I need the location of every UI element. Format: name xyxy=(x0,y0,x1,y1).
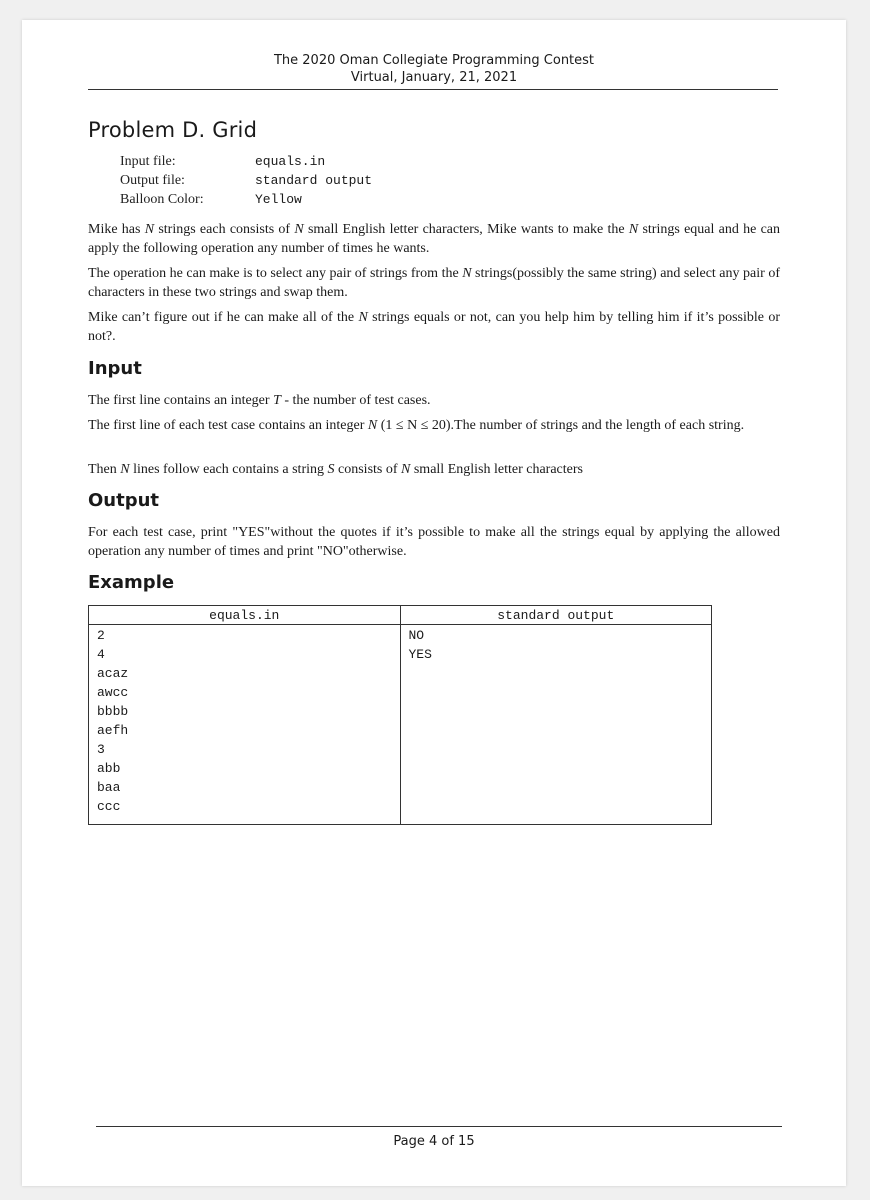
example-input-line: 3 xyxy=(97,742,105,757)
page-header xyxy=(22,52,846,86)
statement-paragraph-1: Mike has N strings each consists of N small English letter characters, Mike wants to make the N strings equal and he can apply the following operation any number of times he wants. xyxy=(88,222,781,256)
statement-paragraph-3: Mike can’t figure out if he can make all of the N strings equals or not, can you help him by telling him if it’s possible or not?. xyxy=(88,310,780,344)
example-input-line: abb xyxy=(97,761,121,776)
meta-key: Balloon Color: xyxy=(120,192,204,207)
example-input-line: baa xyxy=(97,780,121,795)
document-page xyxy=(22,20,846,1186)
meta-value: equals.in xyxy=(255,154,326,169)
example-output-header: standard output xyxy=(400,606,712,625)
example-input-line: aefh xyxy=(97,723,129,738)
example-input-line: bbbb xyxy=(97,704,129,719)
example-table xyxy=(88,605,712,825)
contest-date: Virtual, January, 21, 2021 xyxy=(350,70,518,85)
meta-key: Input file: xyxy=(120,154,176,169)
example-input-line: awcc xyxy=(97,685,129,700)
example-input-line: 4 xyxy=(97,647,105,662)
input-heading: Input xyxy=(88,358,142,379)
meta-key: Output file: xyxy=(120,173,185,188)
statement-paragraph-2: The operation he can make is to select any pair of strings from the N strings(possibly the same string) and select any pair of characters in these two strings and swap them. xyxy=(88,266,780,300)
input-paragraph-1: The first line contains an integer T - the number of test cases. xyxy=(88,393,431,408)
problem-meta xyxy=(120,152,372,209)
output-heading: Output xyxy=(88,490,160,511)
example-input-line: acaz xyxy=(97,666,129,681)
meta-row-output-file xyxy=(120,171,372,190)
contest-name: The 2020 Oman Collegiate Programming Contest xyxy=(273,53,595,68)
meta-value: Yellow xyxy=(255,192,302,207)
meta-row-balloon-color xyxy=(120,190,372,209)
header-divider xyxy=(88,89,778,90)
input-paragraph-3: Then N lines follow each contains a string S consists of N small English letter characters xyxy=(88,462,583,477)
example-output-line: YES xyxy=(408,647,432,662)
example-output-line: NO xyxy=(408,628,425,643)
example-output-cell xyxy=(400,625,712,825)
meta-value: standard output xyxy=(255,173,373,188)
example-input-header: equals.in xyxy=(89,606,401,625)
input-paragraph-2: The first line of each test case contains an integer N (1 ≤ N ≤ 20).The number of strings and the length of each string. xyxy=(88,418,745,433)
example-input-line: ccc xyxy=(97,799,121,814)
example-heading: Example xyxy=(88,572,175,593)
page-number: Page 4 of 15 xyxy=(393,1134,475,1149)
example-input-line: 2 xyxy=(97,628,105,643)
example-input-cell xyxy=(89,625,401,825)
meta-row-input-file xyxy=(120,152,372,171)
problem-title: Problem D. Grid xyxy=(88,118,258,142)
footer-divider xyxy=(96,1126,782,1127)
output-paragraph: For each test case, print "YES"without the quotes if it’s possible to make all the strings equal by applying the allowed operation any number of times and print "NO"otherwise. xyxy=(88,525,780,559)
